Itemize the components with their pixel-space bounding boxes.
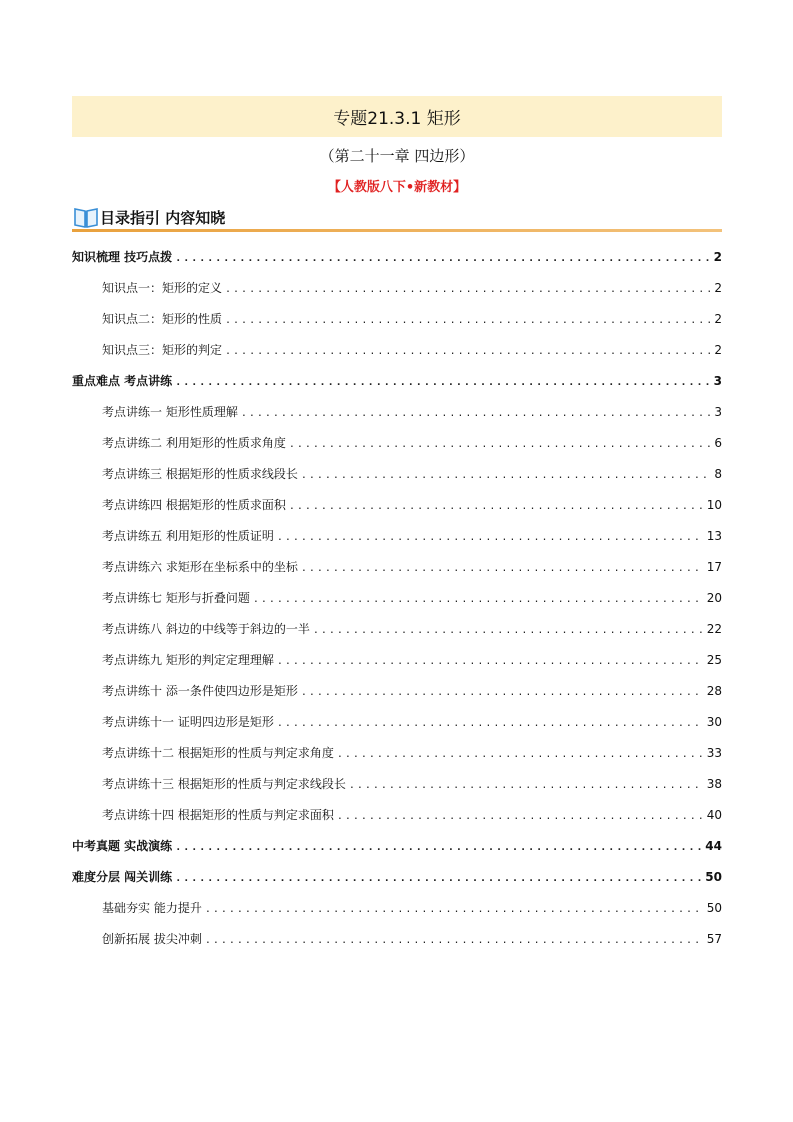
dot-leader bbox=[225, 278, 711, 302]
toc-entry-link[interactable] bbox=[72, 617, 722, 648]
toc-entry-title: 基础夯实 能力提升 bbox=[102, 901, 202, 915]
toc-entry-link[interactable] bbox=[72, 400, 722, 431]
toc-entry-link[interactable] bbox=[72, 803, 722, 834]
toc-entry-title: 考点讲练七 矩形与折叠问题 bbox=[102, 591, 250, 605]
toc-entry-link[interactable] bbox=[72, 307, 722, 338]
toc-page-number: 38 bbox=[706, 777, 722, 791]
toc-page-number: 50 bbox=[705, 870, 722, 884]
toc-entry-title: 考点讲练九 矩形的判定定理理解 bbox=[102, 653, 274, 667]
toc-entry-link[interactable] bbox=[72, 648, 722, 679]
dot-leader bbox=[253, 588, 704, 612]
page-title: 专题21.3.1 矩形 bbox=[333, 109, 461, 129]
toc-page-number: 17 bbox=[706, 560, 722, 574]
toc-page-number: 8 bbox=[714, 467, 722, 481]
toc-page-number: 44 bbox=[705, 839, 722, 853]
toc-entry-link[interactable] bbox=[72, 741, 722, 772]
toc-page-number: 13 bbox=[706, 529, 722, 543]
toc-heading bbox=[72, 203, 722, 233]
dot-leader bbox=[289, 495, 704, 519]
toc-section-link[interactable] bbox=[72, 834, 722, 865]
toc-page-number: 2 bbox=[713, 250, 722, 264]
toc-entry-title: 考点讲练六 求矩形在坐标系中的坐标 bbox=[102, 560, 298, 574]
dot-leader bbox=[313, 619, 704, 643]
toc-page-number: 2 bbox=[714, 343, 722, 357]
toc-entry-title: 考点讲练一 矩形性质理解 bbox=[102, 405, 238, 419]
toc-entry-link[interactable] bbox=[72, 462, 722, 493]
dot-leader bbox=[277, 712, 704, 736]
toc-entry-title: 中考真题 实战演练 bbox=[72, 839, 173, 853]
dot-leader bbox=[175, 247, 710, 271]
toc-page-number: 22 bbox=[706, 622, 722, 636]
table-of-contents bbox=[72, 245, 722, 958]
toc-page-number: 40 bbox=[706, 808, 722, 822]
toc-entry-title: 考点讲练十一 证明四边形是矩形 bbox=[102, 715, 274, 729]
toc-entry-title: 考点讲练八 斜边的中线等于斜边的一半 bbox=[102, 622, 310, 636]
toc-page-number: 20 bbox=[706, 591, 722, 605]
dot-leader bbox=[277, 650, 704, 674]
toc-page-number: 2 bbox=[714, 281, 722, 295]
chapter-subtitle: （第二十一章 四边形） bbox=[319, 147, 475, 165]
dot-leader bbox=[241, 402, 712, 426]
toc-entry-link[interactable] bbox=[72, 679, 722, 710]
toc-page-number: 50 bbox=[706, 901, 722, 915]
toc-entry-title: 考点讲练二 利用矩形的性质求角度 bbox=[102, 436, 286, 450]
toc-entry-link[interactable] bbox=[72, 927, 722, 958]
dot-leader bbox=[205, 929, 704, 953]
dot-leader bbox=[301, 681, 704, 705]
toc-entry-link[interactable] bbox=[72, 493, 722, 524]
dot-leader bbox=[205, 898, 704, 922]
toc-page-number: 28 bbox=[706, 684, 722, 698]
toc-entry-title: 考点讲练五 利用矩形的性质证明 bbox=[102, 529, 274, 543]
dot-leader bbox=[225, 309, 711, 333]
toc-entry-link[interactable] bbox=[72, 431, 722, 462]
toc-entry-link[interactable] bbox=[72, 896, 722, 927]
toc-entry-link[interactable] bbox=[72, 710, 722, 741]
dot-leader bbox=[175, 867, 702, 891]
toc-section-link[interactable] bbox=[72, 245, 722, 276]
toc-entry-title: 知识点三：矩形的判定 bbox=[102, 343, 223, 357]
dot-leader bbox=[337, 805, 704, 829]
toc-page-number: 2 bbox=[714, 312, 722, 326]
toc-page-number: 57 bbox=[706, 932, 722, 946]
dot-leader bbox=[277, 526, 704, 550]
open-book-icon bbox=[73, 206, 99, 228]
edition-label: 【人教版八下•新教材】 bbox=[327, 180, 467, 195]
toc-entry-title: 考点讲练十四 根据矩形的性质与判定求面积 bbox=[102, 808, 334, 822]
dot-leader bbox=[225, 340, 711, 364]
dot-leader bbox=[337, 743, 704, 767]
toc-page-number: 3 bbox=[714, 405, 722, 419]
toc-entry-link[interactable] bbox=[72, 524, 722, 555]
toc-entry-title: 考点讲练十二 根据矩形的性质与判定求角度 bbox=[102, 746, 334, 760]
toc-page-number: 33 bbox=[706, 746, 722, 760]
toc-entry-link[interactable] bbox=[72, 276, 722, 307]
dot-leader bbox=[301, 557, 704, 581]
toc-page-number: 10 bbox=[706, 498, 722, 512]
title-bar bbox=[72, 96, 722, 137]
toc-page-number: 3 bbox=[713, 374, 722, 388]
dot-leader bbox=[175, 836, 702, 860]
toc-entry-title: 考点讲练四 根据矩形的性质求面积 bbox=[102, 498, 286, 512]
toc-entry-link[interactable] bbox=[72, 772, 722, 803]
toc-page-number: 25 bbox=[706, 653, 722, 667]
toc-entry-link[interactable] bbox=[72, 555, 722, 586]
toc-heading-label: 目录指引 内容知晓 bbox=[100, 209, 226, 227]
dot-leader bbox=[349, 774, 704, 798]
heading-divider bbox=[72, 229, 722, 232]
dot-leader bbox=[175, 371, 710, 395]
dot-leader bbox=[289, 433, 712, 457]
dot-leader bbox=[301, 464, 712, 488]
toc-entry-link[interactable] bbox=[72, 586, 722, 617]
toc-entry-title: 重点难点 考点讲练 bbox=[72, 374, 173, 388]
toc-entry-title: 创新拓展 拔尖冲刺 bbox=[102, 932, 202, 946]
toc-section-link[interactable] bbox=[72, 865, 722, 896]
toc-entry-link[interactable] bbox=[72, 338, 722, 369]
toc-entry-title: 难度分层 闯关训练 bbox=[72, 870, 173, 884]
toc-entry-title: 知识梳理 技巧点拨 bbox=[72, 250, 173, 264]
toc-section-link[interactable] bbox=[72, 369, 722, 400]
toc-entry-title: 知识点一：矩形的定义 bbox=[102, 281, 223, 295]
toc-page-number: 6 bbox=[714, 436, 722, 450]
toc-entry-title: 考点讲练三 根据矩形的性质求线段长 bbox=[102, 467, 298, 481]
toc-entry-title: 考点讲练十 添一条件使四边形是矩形 bbox=[102, 684, 298, 698]
toc-page-number: 30 bbox=[706, 715, 722, 729]
toc-entry-title: 知识点二：矩形的性质 bbox=[102, 312, 223, 326]
toc-entry-title: 考点讲练十三 根据矩形的性质与判定求线段长 bbox=[102, 777, 346, 791]
